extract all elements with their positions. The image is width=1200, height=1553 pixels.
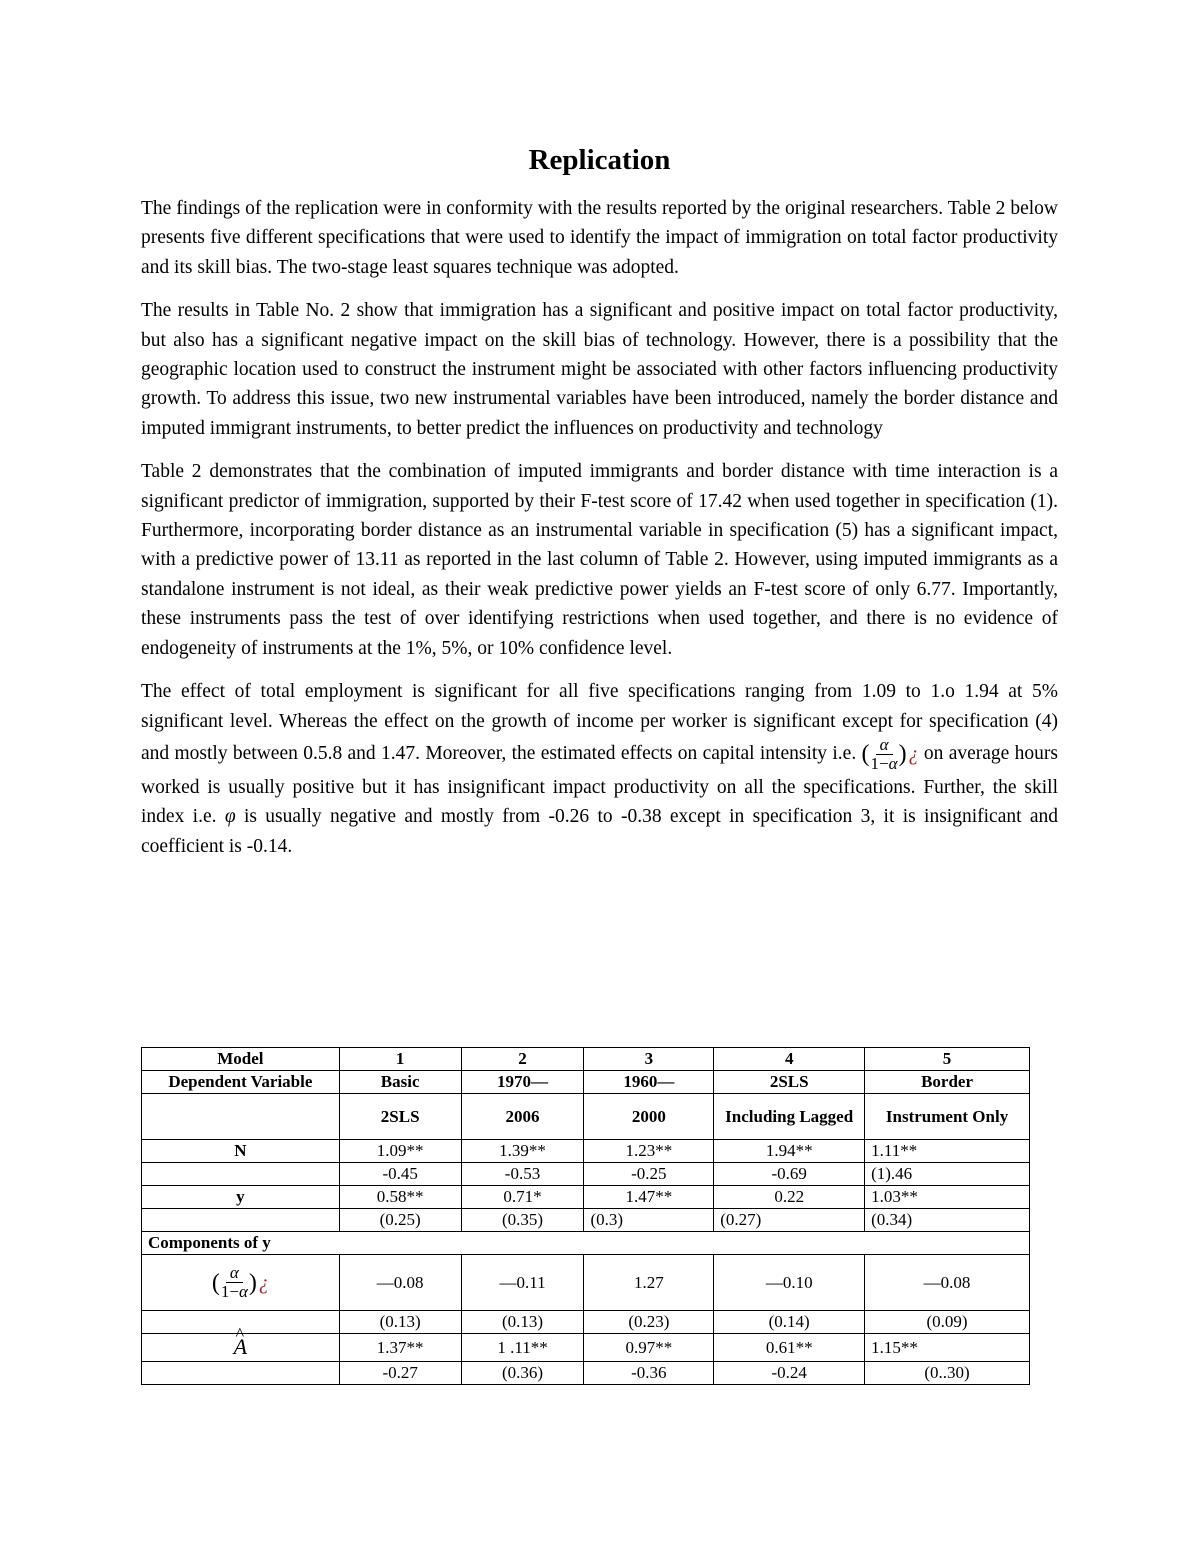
- table-cell: 1.09**: [339, 1140, 461, 1163]
- table-cell: (0.13): [461, 1311, 584, 1334]
- section-label: Components of y: [142, 1232, 1030, 1255]
- table-cell: 2SLS: [339, 1094, 461, 1140]
- table-row-capital: [142, 1255, 1030, 1311]
- paragraph-1: The findings of the replication were in conformity with the results reported by the original researchers. Table 2 below presents five different specifications that were used to identify the impact of immigration on total factor productivity and its skill bias. The two-stage least squares technique was adopted.: [141, 198, 1058, 278]
- table-row-a-hat: [142, 1334, 1030, 1362]
- table-cell: 5: [865, 1048, 1030, 1071]
- table-cell: 1.15**: [865, 1334, 1030, 1362]
- table-cell: -0.24: [714, 1362, 865, 1385]
- table-cell: [142, 1362, 340, 1385]
- fraction-numerator: α: [876, 736, 893, 755]
- capital-intensity-fraction-table: ( $\frac{\alpha}{1-\alpha}$ ) ¿: [211, 1263, 269, 1301]
- table-cell: (0.25): [339, 1209, 461, 1232]
- inverted-question-glyph: ¿: [908, 742, 919, 765]
- table-cell: 1.37**: [339, 1334, 461, 1362]
- table-cell: —0.10: [714, 1255, 865, 1311]
- a-hat-cell: [142, 1334, 340, 1362]
- table-cell: (0..30): [865, 1362, 1030, 1385]
- table-cell: 0.71*: [461, 1186, 584, 1209]
- paragraph-4-part-a: The effect of total employment is significant for all five specifications ranging from 1.09 to 1.o 1.94 at 5% significant level. Whereas the effect on the growth of income per worker is significant except for specification (4) and mostly between 0.5.8 and 1.47. Moreover, the estimated effects on capital intensity i.e.: [141, 681, 1058, 764]
- cell-dep-label: Dependent Variable: [142, 1071, 340, 1094]
- table-cell: -0.45: [339, 1163, 461, 1186]
- table-cell: Basic: [339, 1071, 461, 1094]
- table-cell: (0.09): [865, 1311, 1030, 1334]
- table-cell: -0.69: [714, 1163, 865, 1186]
- row-label: y: [142, 1186, 340, 1209]
- table-cell: —0.08: [865, 1255, 1030, 1311]
- table-cell: (0.23): [584, 1311, 714, 1334]
- table-cell: 0.97**: [584, 1334, 714, 1362]
- table-cell: (0.14): [714, 1311, 865, 1334]
- capital-intensity-cell: [142, 1255, 340, 1311]
- table-cell: [142, 1163, 340, 1186]
- table-cell: [142, 1209, 340, 1232]
- paragraph-4-part-b: on average hours worked is usually positive but it has insignificant impact productivity on all the specifications. Further, the skill index i.e.: [141, 742, 1058, 828]
- table-row-model: [142, 1048, 1030, 1071]
- table-row-n: [142, 1140, 1030, 1163]
- table-cell: 0.22: [714, 1186, 865, 1209]
- paragraph-3: Table 2 demonstrates that the combination of imputed immigrants and border distance with time interaction is a significant predictor of immigration, supported by their F-test score of 17.42 when used together in specification (1). Furthermore, incorporating border distance as an instrumental variable in specification (5) has a significant impact, with a predictive power of 13.11 as reported in the last column of Table 2. However, using imputed immigrants as a standalone instrument is not ideal, as their weak predictive power yields an F-test score of only 6.77. Importantly, these instruments pass the test of over identifying restrictions when used together, and there is no evidence of endogeneity of instruments at the 1%, 5%, or 10% confidence level.: [141, 461, 1058, 659]
- table-cell: (0.27): [714, 1209, 865, 1232]
- paragraph-4-part-c: is usually negative and mostly from -0.26 to -0.38 except in specification 3, it is insignificant and coefficient is -0.14.: [141, 806, 1059, 857]
- document-page: [141, 140, 1058, 875]
- table-row-dependent: [142, 1071, 1030, 1094]
- capital-intensity-fraction: ( $\frac{\alpha}{1-\alpha}$ ) ¿: [861, 734, 919, 773]
- table-row-dependent-2: [142, 1094, 1030, 1140]
- fraction-denominator: 1−α: [870, 753, 898, 773]
- table-row-a-hat-se: [142, 1362, 1030, 1385]
- inverted-question-glyph: ¿: [258, 1271, 269, 1294]
- table-cell: 0.61**: [714, 1334, 865, 1362]
- table-cell: 1.23**: [584, 1140, 714, 1163]
- page-title: Replication: [528, 144, 671, 176]
- table-cell: 2SLS: [714, 1071, 865, 1094]
- table-cell: (0.35): [461, 1209, 584, 1232]
- table-cell: Including Lagged: [714, 1094, 865, 1140]
- table-cell: 4: [714, 1048, 865, 1071]
- table-cell: 1.47**: [584, 1186, 714, 1209]
- results-table: [141, 1047, 1030, 1385]
- table-cell: (0.36): [461, 1362, 584, 1385]
- table-cell: -0.25: [584, 1163, 714, 1186]
- table-cell: Border: [865, 1071, 1030, 1094]
- table-cell: 1 .11**: [461, 1334, 584, 1362]
- table-cell: 1.11**: [865, 1140, 1030, 1163]
- table-cell: 1.94**: [714, 1140, 865, 1163]
- table-cell: 1970—: [461, 1071, 584, 1094]
- table-row-capital-se: [142, 1311, 1030, 1334]
- table-cell: -0.27: [339, 1362, 461, 1385]
- table-cell: 1960—: [584, 1071, 714, 1094]
- paragraph-2: The results in Table No. 2 show that immigration has a significant and positive impact on total factor productivity, but also has a significant negative impact on the skill bias of technology. However, there is a possibility that the geographic location used to construct the instrument might be associated with other factors influencing productivity growth. To address this issue, two new instrumental variables have been introduced, namely the border distance and imputed immigrant instruments, to better predict the influences on productivity and technology: [141, 300, 1058, 439]
- a-hat-symbol: ^ A: [234, 1337, 247, 1357]
- table-cell: —0.08: [339, 1255, 461, 1311]
- table-row-y-se: [142, 1209, 1030, 1232]
- phi-symbol: φ: [224, 806, 236, 828]
- table-cell: -0.36: [584, 1362, 714, 1385]
- row-label: N: [142, 1140, 340, 1163]
- table-cell: (0.34): [865, 1209, 1030, 1232]
- table-cell: 2006: [461, 1094, 584, 1140]
- table-cell: 3: [584, 1048, 714, 1071]
- table-cell: [142, 1094, 340, 1140]
- table-cell: (0.3): [584, 1209, 714, 1232]
- table-cell: 0.58**: [339, 1186, 461, 1209]
- table-cell: 2: [461, 1048, 584, 1071]
- table-cell: 1: [339, 1048, 461, 1071]
- table-cell: 1.03**: [865, 1186, 1030, 1209]
- table-cell: —0.11: [461, 1255, 584, 1311]
- table-row-n-se: [142, 1163, 1030, 1186]
- table-row-components: [142, 1232, 1030, 1255]
- table-row-y: [142, 1186, 1030, 1209]
- table-cell: 1.27: [584, 1255, 714, 1311]
- paragraph-4: [141, 677, 1058, 861]
- table-cell: 2000: [584, 1094, 714, 1140]
- table-cell: (0.13): [339, 1311, 461, 1334]
- fraction-numerator: α: [226, 1264, 243, 1283]
- table-cell: (1).46: [865, 1163, 1030, 1186]
- cell-model-label: Model: [142, 1048, 340, 1071]
- table-cell: 1.39**: [461, 1140, 584, 1163]
- fraction-denominator: 1−α: [220, 1282, 248, 1301]
- table-cell: -0.53: [461, 1163, 584, 1186]
- table-cell: Instrument Only: [865, 1094, 1030, 1140]
